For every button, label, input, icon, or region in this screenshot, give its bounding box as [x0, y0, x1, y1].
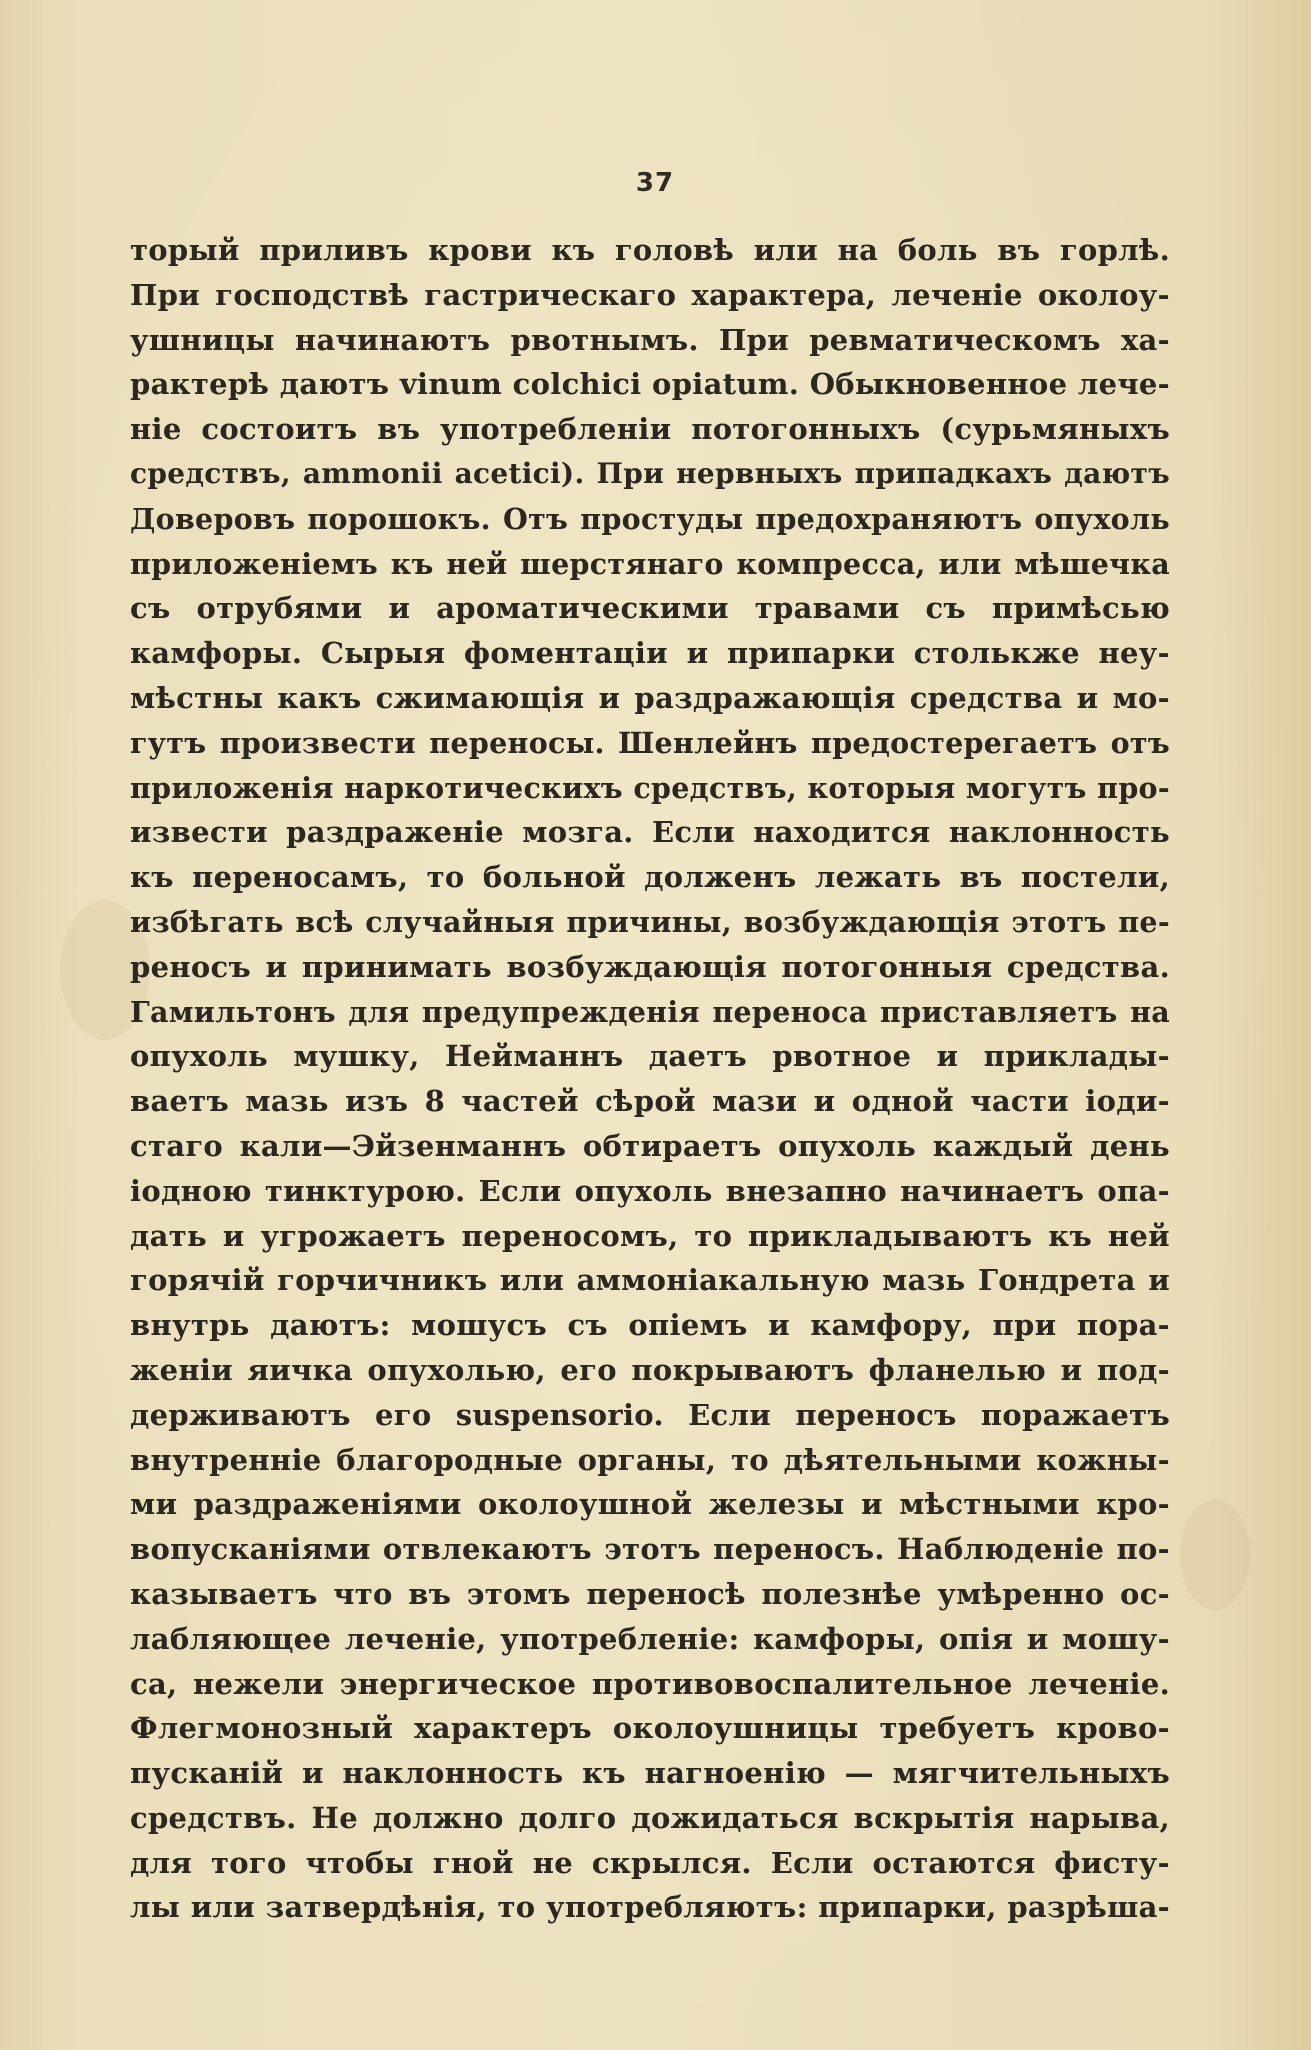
text-line: приложеніемъ къ ней шерстянаго компресса, или мѣшечка [130, 546, 1170, 581]
text-line: камфоры. Сырыя фоментаціи и припарки столькже неу- [130, 636, 1170, 671]
text-line: лабляющее леченіе, употребленіе: камфоры, опія и мошу- [130, 1621, 1170, 1656]
text-line: ніе состоитъ въ употребленіи потогонныхъ (сурьмяныхъ [130, 412, 1170, 447]
text-line: внутренніе благородные органы, то дѣятельными кожны- [130, 1442, 1170, 1477]
paper-stain [1180, 1500, 1250, 1610]
text-line: извести раздраженіе мозга. Если находится наклонность [130, 815, 1170, 850]
text-line: ушницы начинаютъ рвотнымъ. При ревматическомъ ха- [130, 322, 1170, 357]
text-line: гутъ произвести переносы. Шенлейнъ предостерегаетъ отъ [130, 725, 1170, 760]
text-line: приложенія наркотическихъ средствъ, которыя могутъ про- [130, 770, 1170, 805]
text-line: ми раздраженіями околоушной железы и мѣстными кро- [130, 1487, 1170, 1522]
text-line: избѣгать всѣ случайныя причины, возбуждающія этотъ пе- [130, 904, 1170, 939]
text-line: внутрь даютъ: мошусъ съ опіемъ и камфору, при пора- [130, 1308, 1170, 1343]
text-line: Гамильтонъ для предупрежденія переноса приставляетъ на [130, 994, 1170, 1029]
text-line: рактерѣ даютъ vinum colchici opiatum. Обыкновенное лече- [130, 367, 1170, 402]
text-line: казываетъ что въ этомъ переносѣ полезнѣе умѣренно ос- [130, 1576, 1170, 1611]
text-line: пусканій и наклонность къ нагноенію — мягчительныхъ [130, 1756, 1170, 1791]
text-line: стаго кали—Эйзенманнъ обтираетъ опухоль каждый день [130, 1128, 1170, 1163]
text-line: къ переносамъ, то больной долженъ лежать въ постели, [130, 860, 1170, 895]
text-line: Доверовъ порошокъ. Отъ простуды предохраняютъ опухоль [130, 501, 1170, 536]
text-line: средствъ. Не должно долго дожидаться вскрытія нарыва, [130, 1800, 1170, 1835]
text-line: съ отрубями и ароматическими травами съ примѣсью [130, 591, 1170, 626]
text-line: лы или затвердѣнія, то употребляютъ: припарки, разрѣша- [130, 1890, 1170, 1925]
text-line: держиваютъ его suspensorio. Если переносъ поражаетъ [130, 1397, 1170, 1432]
text-line: При господствѣ гастрическаго характера, леченіе околоу- [130, 277, 1170, 312]
text-line: мѣстны какъ сжимающія и раздражающія средства и мо- [130, 680, 1170, 715]
text-line: реносъ и принимать возбуждающія потогонныя средства. [130, 949, 1170, 984]
text-line: іодною тинктурою. Если опухоль внезапно начинаетъ опа- [130, 1173, 1170, 1208]
text-line: Флегмонозный характеръ околоушницы требуетъ крово- [130, 1711, 1170, 1746]
text-line: са, нежели энергическое противовоспалительное леченіе. [130, 1666, 1170, 1701]
text-line: горячій горчичникъ или аммоніакальную мазь Гондрета и [130, 1263, 1170, 1298]
text-line: опухоль мушку, Нейманнъ даетъ рвотное и приклады- [130, 1039, 1170, 1074]
text-line: средствъ, ammonii acetici). При нервныхъ припадкахъ даютъ [130, 456, 1170, 490]
body-text [130, 228, 1170, 1930]
text-line: ваетъ мазь изъ 8 частей сѣрой мази и одной части іоди- [130, 1084, 1170, 1119]
text-line: торый приливъ крови къ головѣ или на боль въ горлѣ. [130, 233, 1170, 267]
page-number: 37 [635, 168, 675, 198]
text-line: для того чтобы гной не скрылся. Если остаются фисту- [130, 1845, 1170, 1880]
text-line: дать и угрожаетъ переносомъ, то прикладываютъ къ ней [130, 1218, 1170, 1253]
text-line: вопусканіями отвлекаютъ этотъ переносъ. Наблюденіе по- [130, 1532, 1170, 1567]
text-line: женіи яичка опухолью, его покрываютъ фланелью и под- [130, 1352, 1170, 1387]
